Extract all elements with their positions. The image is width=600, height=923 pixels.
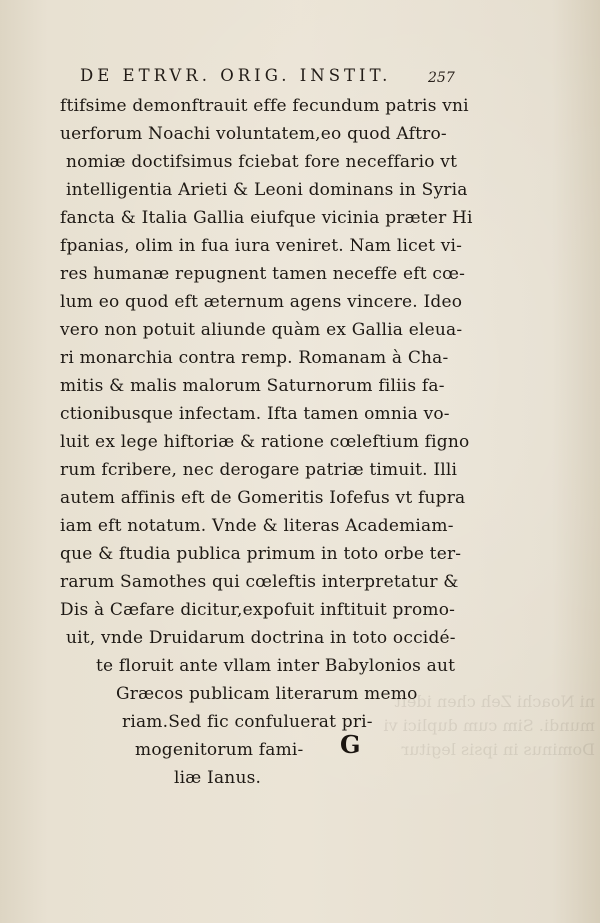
text-line: ftifsime demonftrauit effe fecundum patris vni — [60, 96, 469, 116]
show-through-line: ni Noachi Zeh chen ideft — [394, 692, 595, 711]
text-line: vero non potuit aliunde quàm ex Gallia eleua- — [60, 320, 463, 340]
page-number: 257 — [428, 70, 455, 86]
text-line: luit ex lege hiftoriæ & ratione cœleftium figno — [60, 432, 470, 452]
text-line: res humanæ repugnent tamen neceffe eft cœ- — [60, 264, 466, 284]
text-line: intelligentia Arieti & Leoni dominans in Syria — [66, 180, 468, 200]
running-title: DE ETRVR. ORIG. INSTIT. — [80, 66, 392, 85]
text-line: riam.Sed fic confuluerat pri- — [122, 712, 373, 732]
text-line: uit, vnde Druidarum doctrina in toto occidé- — [66, 628, 456, 648]
text-line: mitis & malis malorum Saturnorum filiis fa- — [60, 376, 445, 396]
text-line: mogenitorum fami- — [135, 740, 304, 760]
text-line: uerforum Noachi voluntatem,eo quod Aftro- — [60, 124, 447, 144]
text-line: ri monarchia contra remp. Romanam à Cha- — [60, 348, 449, 368]
text-line: te floruit ante vllam inter Babylonios aut — [96, 656, 456, 676]
text-line: que & ftudia publica primum in toto orbe ter- — [60, 544, 462, 564]
text-line: rum fcribere, nec derogare patriæ timuit. Illi — [60, 460, 458, 480]
text-line: Græcos publicam literarum memo — [116, 684, 418, 704]
text-line: fpanias, olim in fua iura veniret. Nam licet vi- — [60, 236, 463, 256]
body-text — [60, 92, 473, 792]
text-line: rarum Samothes qui cœleftis interpretatur & — [60, 572, 459, 592]
text-line: fancta & Italia Gallia eiufque vicinia præter Hi — [60, 208, 473, 228]
text-line: Dis à Cæfare dicitur,expofuit inftituit promo- — [60, 600, 456, 620]
text-line: ctionibusque infectam. Ifta tamen omnia vo- — [60, 404, 450, 424]
text-line: iam eft notatum. Vnde & literas Academiam- — [60, 516, 454, 536]
text-line: autem affinis eft de Gomeritis Iofefus vt fupra — [60, 488, 466, 508]
show-through-line: Dominus in ipsis legitur — [401, 740, 595, 759]
text-line: nomiæ doctifsimus fciebat fore neceffario vt — [66, 152, 458, 172]
text-line: liæ Ianus. — [174, 768, 262, 788]
text-line: lum eo quod eft æternum agens vincere. Ideo — [60, 292, 463, 312]
catchword: G — [340, 730, 361, 759]
show-through-line: mundi. Sim cum duplici vi — [383, 716, 595, 735]
